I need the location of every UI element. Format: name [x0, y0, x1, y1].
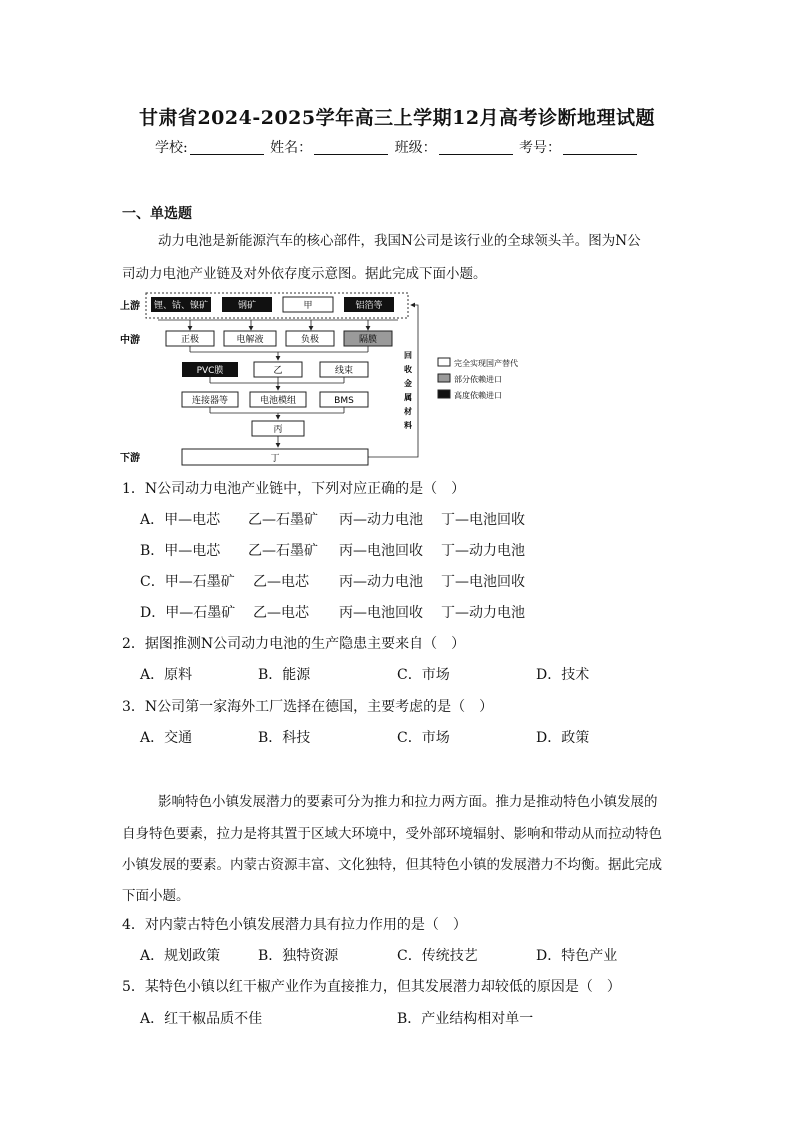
mid-box-bms-label: BMS [334, 396, 354, 406]
upstream-box-4-label: 铝箔等 [355, 301, 383, 311]
student-info-line [0, 137, 794, 157]
exam-no-label: 考号： [519, 140, 562, 156]
q1-option-d-bing: 丙—电池回收 [339, 605, 423, 621]
legend-label-domestic: 完全实现国产替代 [454, 359, 518, 368]
mid-box-separator-label: 隔膜 [358, 335, 378, 345]
svg-text:金: 金 [404, 379, 412, 388]
q1-option-b-jia[interactable]: B．甲—电芯 [140, 543, 221, 559]
q3-option-b[interactable]: B．科技 [258, 730, 311, 746]
q2-option-d[interactable]: D．技术 [536, 667, 590, 683]
q1-option-a-jia[interactable]: A．甲—电芯 [140, 512, 221, 528]
q1-option-c-bing: 丙—动力电池 [339, 574, 423, 590]
battery-industry-chain-diagram [118, 288, 548, 470]
q1-option-b-bing: 丙—电池回收 [339, 543, 423, 559]
q2-option-a[interactable]: A．原料 [140, 667, 193, 683]
q2-option-c[interactable]: C．市场 [397, 667, 450, 683]
q2-option-b[interactable]: B．能源 [258, 667, 311, 683]
q4-option-c[interactable]: C．传统技艺 [397, 948, 478, 964]
legend [438, 358, 518, 400]
question-5-stem: 5．某特色小镇以红干椒产业作为直接推力，但其发展潜力却较低的原因是（ ） [122, 979, 621, 995]
legend-label-partial: 部分依赖进口 [454, 375, 502, 384]
q1-option-c-ding: 丁—电池回收 [441, 574, 525, 590]
q1-option-a-ding: 丁—电池回收 [441, 512, 525, 528]
upstream-box-jia-label: 甲 [303, 301, 313, 311]
svg-text:回: 回 [404, 351, 412, 360]
passage2-line-1: 影响特色小镇发展潜力的要素可分为推力和拉力两方面。推力是推动特色小镇发展的 [158, 794, 658, 810]
passage2-line-2: 自身特色要素，拉力是将其置于区域大环境中，受外部环境辐射、影响和带动从而拉动特色 [122, 826, 662, 842]
passage2-line-4: 下面小题。 [122, 888, 190, 904]
name-label: 姓名： [270, 140, 313, 156]
svg-text:属: 属 [404, 393, 412, 402]
mid-box-connector-label: 连接器等 [191, 396, 229, 406]
q3-option-d[interactable]: D．政策 [536, 730, 590, 746]
legend-swatch-domestic [438, 358, 450, 366]
mid-box-harness-label: 线束 [334, 366, 354, 376]
mid-box-module-label: 电池模组 [259, 396, 297, 406]
q1-option-b-ding: 丁—动力电池 [441, 543, 525, 559]
mid-box-electrolyte-label: 电解液 [236, 335, 264, 345]
q1-option-d-ding: 丁—动力电池 [441, 605, 525, 621]
school-label: 学校: [154, 140, 188, 156]
document-title: 甘肃省2024-2025学年高三上学期12月高考诊断地理试题 [138, 107, 656, 129]
class-label: 班级： [394, 140, 437, 156]
school-blank[interactable] [190, 140, 264, 155]
q1-option-d-yi: 乙—电芯 [253, 605, 309, 621]
question-2-stem: 2．据图推测N公司动力电池的生产隐患主要来自（ ） [122, 636, 466, 652]
mid-box-anode-label: 负极 [300, 335, 320, 345]
node-bing-label: 丙 [273, 425, 283, 435]
q4-option-d[interactable]: D．特色产业 [536, 948, 618, 964]
legend-swatch-partial [438, 374, 450, 382]
name-blank[interactable] [314, 140, 388, 155]
exam-no-blank[interactable] [563, 140, 637, 155]
q1-option-c-yi: 乙—电芯 [253, 574, 309, 590]
q1-option-d-jia[interactable]: D．甲—石墨矿 [140, 605, 236, 621]
passage1-line-1: 动力电池是新能源汽车的核心部件，我国N公司是该行业的全球领头羊。图为N公 [158, 233, 641, 249]
recycle-vertical-label [403, 351, 413, 430]
q5-option-b[interactable]: B．产业结构相对单一 [397, 1011, 534, 1027]
svg-text:材: 材 [404, 407, 412, 416]
legend-swatch-high [438, 390, 450, 398]
question-3-stem: 3．N公司第一家海外工厂选择在德国，主要考虑的是（ ） [122, 699, 494, 715]
question-1-stem: 1．N公司动力电池产业链中，下列对应正确的是（ ） [122, 481, 466, 497]
q3-option-a[interactable]: A．交通 [140, 730, 193, 746]
svg-text:收: 收 [404, 365, 412, 374]
passage2-line-3: 小镇发展的要素。内蒙古资源丰富、文化独特，但其特色小镇的发展潜力不均衡。据此完成 [122, 857, 662, 873]
stage-upstream-label: 上游 [120, 301, 140, 312]
stage-midstream-label: 中游 [120, 335, 140, 346]
passage1-line-2: 司动力电池产业链及对外依存度示意图。据此完成下面小题。 [122, 266, 487, 282]
q1-option-c-jia[interactable]: C．甲—石墨矿 [140, 574, 235, 590]
svg-text:料: 料 [404, 421, 412, 430]
upstream-box-2-label: 钢矿 [237, 301, 257, 311]
mid-box-yi-label: 乙 [273, 366, 283, 376]
q5-option-a[interactable]: A．红干椒品质不佳 [140, 1011, 263, 1027]
q4-option-b[interactable]: B．独特资源 [258, 948, 339, 964]
q1-option-b-yi: 乙—石墨矿 [248, 543, 318, 559]
node-ding-label: 丁 [270, 454, 280, 464]
legend-label-high: 高度依赖进口 [454, 391, 502, 400]
stage-downstream-label: 下游 [120, 453, 140, 464]
q1-option-a-bing: 丙—动力电池 [339, 512, 423, 528]
class-blank[interactable] [439, 140, 513, 155]
section-heading: 一、单选题 [122, 206, 192, 222]
q4-option-a[interactable]: A．规划政策 [140, 948, 221, 964]
q1-option-a-yi: 乙—石墨矿 [248, 512, 318, 528]
upstream-box-1-label: 锂、钴、镍矿 [153, 301, 209, 311]
question-4-stem: 4．对内蒙古特色小镇发展潜力具有拉力作用的是（ ） [122, 917, 467, 933]
mid-box-pvc-label: PVC膜 [196, 366, 224, 376]
q3-option-c[interactable]: C．市场 [397, 730, 450, 746]
mid-box-cathode-label: 正极 [180, 335, 200, 345]
